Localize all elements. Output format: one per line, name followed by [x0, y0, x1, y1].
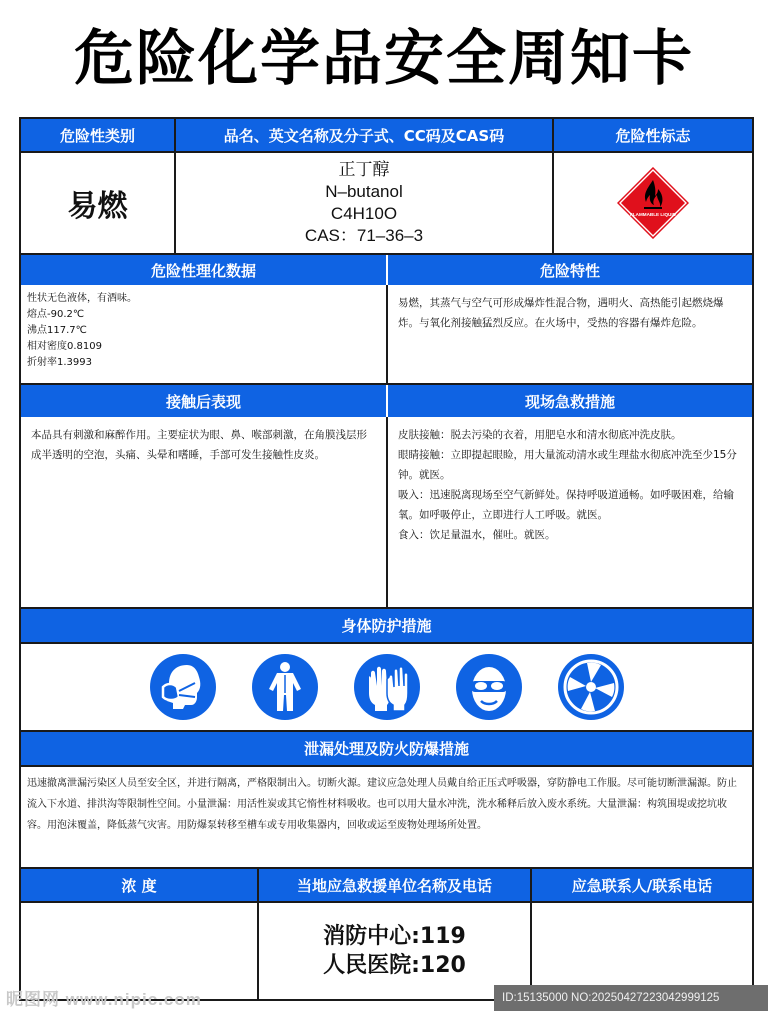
grid-line	[530, 869, 532, 999]
hazard-props-text	[388, 287, 752, 383]
grid-line	[386, 285, 388, 385]
product-cas: CAS：71–36–3	[304, 226, 424, 245]
header-local-rescue: 当地应急救援单位名称及电话	[259, 869, 530, 901]
physchem-line: 折射率1.3993	[27, 357, 92, 368]
header-name-formula: 品名、英文名称及分子式、CC码及CAS码	[176, 119, 552, 151]
header-concentration: 浓 度	[21, 869, 257, 901]
first-aid-measures	[388, 419, 752, 607]
fire-center-phone: 消防中心:119	[323, 924, 466, 949]
physchem-data	[21, 287, 386, 383]
header-physchem: 危险性理化数据	[21, 255, 386, 285]
physchem-line: 性状无色液体，有酒味。	[27, 293, 137, 304]
protective-suit-icon	[251, 653, 319, 721]
watermark-id: ID:15135000 NO:20250427223042999125	[494, 985, 768, 1011]
hazard-props-paragraph: 易燃，其蒸气与空气可形成爆炸性混合物，遇明火、高热能引起燃烧爆炸。与氧化剂接触猛烈反应。在火场中，受热的容器有爆炸危险。	[398, 297, 724, 329]
grid-line	[21, 867, 752, 869]
grid-line	[21, 730, 752, 732]
header-hazard-sign: 危险性标志	[554, 119, 752, 151]
leak-measures	[21, 767, 752, 867]
grid-line	[174, 119, 176, 253]
contact-symptoms	[21, 419, 386, 607]
safety-goggles-icon	[455, 653, 523, 721]
rescue-phones	[259, 922, 530, 988]
grid-line	[386, 417, 388, 607]
hazard-sign-label: FLAMMABLE LIQUID	[630, 212, 676, 217]
grid-line	[21, 151, 752, 153]
physchem-line: 相对密度0.8109	[27, 341, 102, 352]
header-hazard-category: 危险性类别	[21, 119, 174, 151]
first-aid-line: 食入：饮足量温水，催吐。就医。	[398, 529, 556, 541]
grid-line	[21, 765, 752, 767]
header-first-aid: 现场急救措施	[388, 385, 752, 417]
header-contact: 接触后表现	[21, 385, 386, 417]
first-aid-line: 皮肤接触：脱去污染的衣着，用肥皂水和清水彻底冲洗皮肤。	[398, 429, 682, 441]
grid-line	[21, 901, 752, 903]
first-aid-line: 吸入：迅速脱离现场至空气新鲜处。保持呼吸道通畅。如呼吸困难，给输氧。如呼吸停止，立即进行人工呼吸。就医。	[398, 489, 734, 521]
ppe-icon-row	[21, 644, 752, 730]
leak-paragraph: 迅速撤离泄漏污染区人员至安全区，并进行隔离，严格限制出入。切断火源。建议应急处理人员戴自给正压式呼吸器，穿防静电工作服。尽可能切断泄漏源。防止流入下水道、排洪沟等限制性空间。小量泄漏：用活性炭或其它惰性材料吸收。也可以用大量水冲洗，洗水稀释后放入废水系统。大量泄漏：构筑围堤或挖坑收容。用泡沫覆盖，降低蒸气灾害。用防爆泵转移至槽车或专用收集器内，回收或运至废物处理场所处置。	[27, 778, 737, 831]
physchem-line: 沸点117.7℃	[27, 325, 87, 336]
grid-line	[21, 607, 752, 609]
hazard-sign-area	[554, 153, 752, 253]
contact-paragraph: 本品具有刺激和麻醉作用。主要症状为眼、鼻、喉部刺激，在角膜浅层形成半透明的空泡，头痛、头晕和嗜睡，手部可发生接触性皮炎。	[31, 429, 367, 461]
page-title: 危险化学品安全周知卡	[74, 24, 694, 94]
grid-line	[257, 869, 259, 999]
grid-line	[21, 642, 752, 644]
hospital-phone: 人民医院:120	[323, 953, 466, 978]
ventilation-fan-icon	[557, 653, 625, 721]
header-protection: 身体防护措施	[21, 609, 752, 642]
respirator-mask-icon	[149, 653, 217, 721]
header-contact-person: 应急联系人/联系电话	[532, 869, 752, 901]
physchem-line: 熔点-90.2℃	[27, 309, 85, 320]
flammable-liquid-diamond-icon	[617, 167, 689, 239]
grid-line	[21, 253, 752, 255]
first-aid-line: 眼睛接触：立即提起眼睑，用大量流动清水或生理盐水彻底冲洗至少15分钟。就医。	[398, 449, 737, 481]
watermark-site: 昵图网 www.nipic.com	[6, 990, 202, 1009]
product-identity	[176, 153, 552, 253]
header-leak: 泄漏处理及防火防爆措施	[21, 732, 752, 765]
product-cn-name: 正丁醇	[338, 160, 390, 179]
protective-gloves-icon	[353, 653, 421, 721]
product-en-name: N–butanol	[325, 182, 403, 201]
hazard-category-value: 易燃	[67, 189, 128, 224]
grid-line	[552, 119, 554, 253]
product-formula: C4H10O	[330, 204, 398, 223]
header-hazard-props: 危险特性	[388, 255, 752, 285]
